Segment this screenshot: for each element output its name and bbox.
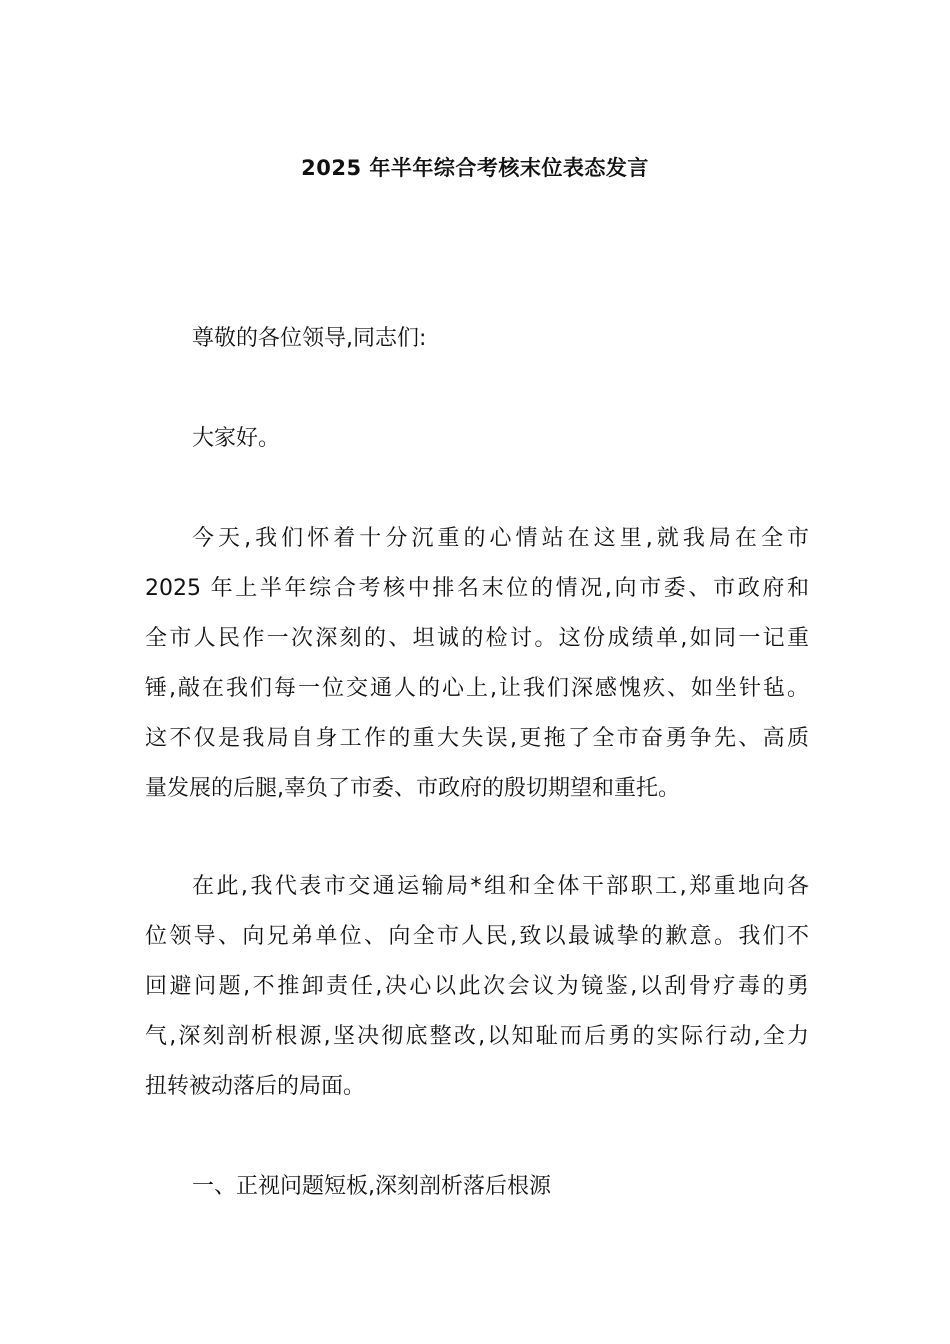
paragraph-line: 位领导、向兄弟单位、向全市人民,致以最诚挚的歉意。我们不 (145, 924, 809, 949)
section-heading (145, 1162, 809, 1212)
paragraph-line: 今天,我们怀着十分沉重的心情站在这里,就我局在全市 (192, 526, 809, 551)
document-title: 2025 年半年综合考核末位表态发言 (301, 156, 649, 180)
greeting (145, 414, 809, 464)
paragraph-apology (145, 862, 809, 1112)
paragraph-line: 在此,我代表市交通运输局*组和全体干部职工,郑重地向各 (192, 874, 809, 899)
paragraph-line: 量发展的后腿,辜负了市委、市政府的殷切期望和重托。 (145, 776, 680, 801)
salutation-text: 尊敬的各位领导,同志们: (192, 326, 427, 351)
paragraph-line: 全市人民作一次深刻的、坦诚的检讨。这份成绩单,如同一记重 (145, 626, 809, 651)
section-heading-text: 一、正视问题短板,深刻剖析落后根源 (192, 1174, 551, 1199)
greeting-text: 大家好。 (192, 426, 281, 451)
salutation (145, 314, 809, 364)
paragraph-line: 2025 年上半年综合考核中排名末位的情况,向市委、市政府和 (145, 576, 809, 601)
paragraph-line: 扭转被动落后的局面。 (145, 1074, 366, 1099)
paragraph-line: 这不仅是我局自身工作的重大失误,更拖了全市奋勇争先、高质 (145, 726, 809, 751)
paragraph-line: 回避问题,不推卸责任,决心以此次会议为镜鉴,以刮骨疗毒的勇 (145, 974, 809, 999)
paragraph-opening (145, 514, 809, 814)
paragraph-line: 气,深刻剖析根源,坚决彻底整改,以知耻而后勇的实际行动,全力 (145, 1024, 809, 1049)
paragraph-line: 锤,敲在我们每一位交通人的心上,让我们深感愧疚、如坐针毡。 (145, 676, 809, 701)
